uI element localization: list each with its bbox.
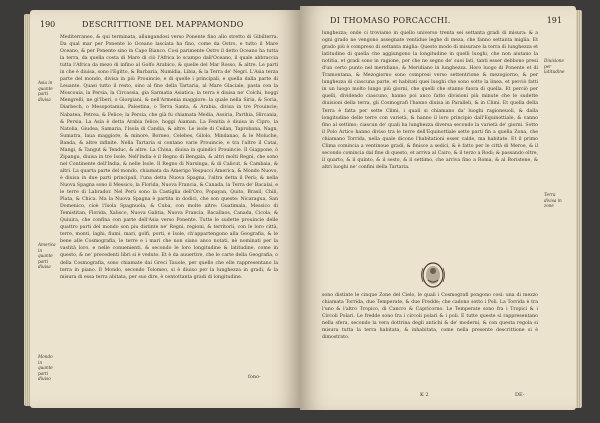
right-folio: 191	[546, 16, 562, 25]
right-margin-note-2: Terra divisa in zone	[544, 192, 562, 209]
left-body-paragraph: Mediterraneo, & qui terminata, allungandosi verso Ponente fino allo stretto di Gibilterra. Da qual mar per Ponente lo Oceano lasciata ha fino, come da Ostro, e tutto il Mare Oceano, & per Ponente sino in Capo Bianco. Cosi parimente Ostro il detto Oceano ha tutta la terra, da quella costa di Mare di ciò l'Africa lo scampo dall'Oceano, il quale abbraccia tutta l'Africa da mezo di infino al Golfo Arabico, & quelle del Mar Rosso, & altre. Le parti in che è diuisa, sono l'Egitto, & Barbaria, Numidia, Libia, & la Terra de' Negri. L'Asia terza parte del mondo, divisa in più Prouincie, e di quelle i principali, e quella dalla parte di Leuante. Quasi tutto il resto, sino al fine della Tartaria, al Mare Glaciale, pasta con la Moscouia, la Persia, la Circassia, gia Sarmatia Asiatica; la terra è diuisa ne' Colchi, hoggi Mengrelli, ne gl'Iberi, o Giorgiani, & nell'Armenia maggiore: la quale nella Siria, & Soria, Diarbech, o Mesopotamia, Palestina, o Terra Santa, & Arabia, divisa in tre Prouincie; Nabatea, Petrea, & Felice; la Persia, che già fu chiamata Media, Assiria, Parthia, Hircania, & Persia. La Asia è detta Arabia felice, hoggi Aiaman. La Fenitia è diuisa in Cipro, la Natolia, Giudea, Samaria, l'Isola di Candia, & altre. Le isole di Ceilan, Taprobana, Nagn, Sumatra, Iaua maggiore, & minore, Borneo, Celebes, Gilolo, Mindanao, & le Moluche, Banda, & altre infinite. Nella Tartaria si contano varie Prouincie, e tra l'altre il Catai, Mangi, & Tangut & Tenduc, & altre. La China, diuisa in quindici Prouincie. Il Giappone, ò Zipangu, diuisa in tre Isole. Nell'India è il Regno di Bengala, & altri molti Regni, che sono nel Continente dell'India, & nelle Isole. Il Regno di Narsinga, & di Calicut, & Cambaia, & altri. La quarta parte del mondo, chiamata da Amerigo Vespucci America, & Mondo Nuovo, è diuisa in due parti principali, l'una detta Nuova Spagna, l'altra detta il Perù; & nella Nuova Spagna sono il Messico, la Florida, Nuova Francia, & Canada, la Terra de' Bacalai, e le terre di Labrador. Nel Perù sono la Castiglia dell'Oro, Popayan, Quito, Brasil, Chili, Plata, & Chica. Ma la Nuova Spagna è partita in dodici, che son queste: Nicaragua, San Domenico, cioè l'Isola Spagnuola, & Cuba, con molte altre: Guatimala, Messico di Temistitan, Florida, Xalisco, Nuova Galitia, Nuova Francia, Bacallaos, Canada, Cicola, & Quiuira, che confina con parte dell'Asia verso Ponente. Tutte le sudette prouincie delle quattro parti del mondo son piu distinte ne' Regni, regioni, & territorii, con le loro città, terre, monti, laghi, fiumi, mari, golfi, porti, e Isole, ch'appartengono alla Geografia, & le bene alle Cosmografia, le terre e i mari che non siano anco notati, nè nominati per la vastità loro, e nelle conuenienti, & secondo le loro longitudine & latitudine, come in questo, & ne' precedenti libri si è veduto. Et è da auuertire, che le carte della Geografia, o della Cosmografia, sono chiamate dai Greci Tauole, per quello che elle rappresentano la terra in piano. Il Mondo, secondo Tolomeo, si è diuiso per la lunghezza in gradi, & la misura di essa terra abitata, per suo dire, è centottanta gradi di longitudine.	[60, 35, 278, 280]
signature-mark: K 2	[420, 392, 429, 398]
right-body-text	[322, 30, 538, 250]
left-body-text	[60, 34, 278, 374]
printer-device-ornament-icon	[418, 260, 448, 290]
left-margin-note-2: America in quante parti diuisa	[38, 242, 56, 270]
right-catchword: DE-	[515, 392, 525, 398]
left-catchword: fono-	[248, 374, 261, 380]
left-running-head: DESCRITTIONE DEL MAPPAMONDO	[82, 20, 244, 29]
right-body-text-lower	[322, 292, 538, 384]
right-body-paragraph-lower: sono distinte le cinque Zone del Cielo, le quali i Cosmografi pongono così: una di mezzo chiamata Torrida, due Temperate, & due Fredde; che cadono sotto i Poli. La Torrida è tra l'uno & l'altro Tropico, di Cancro & Capricorno. Le Temperate sono fra i Tropici & i Circoli Polari. Le fredde sono fra i circoli polari & i poli. E tutte queste si rappresentano nella sfera, secondo la vera dottrina degli antichi & de' moderni, & con questa regola si misura tutta la terra habitata, & inhabitata, come nella presente descrittione si è dimostrato.	[322, 293, 538, 341]
left-margin-note-3: Mondo in quante parti diuiso	[38, 354, 53, 382]
right-body-paragraph: lunghezza; onde ci troviamo in quello universo trenta sei settanta gradi di misura: & a ogni grado ne vengono assegnate ventidue leghe di meza, che fanno settanta miglia. Et grado più è compreso di settanta miglia: Questo modo di misurare la terra di lunghezza et latitudine di quella che aggiungono la longitudine in quelli luoghi, che non aiutano la notitia, et gradi sono in ragione, per che ne segno de' suoi lati, tanti esser debbono presi d'un certo punto nel meridiano, & Meridiano in lunghezza. Horo luogo di Ponente et di Tramontana, & Mezogiorno sono compresi verso settentrione & mezogiorno, & per lunghezza di ciascuna parte, et habitati quei luoghi che sono sotto la linea, et perciò fatti in un luogo molto lungo più giorni, che quelli che stanno fuora di quella. Et perciò per quelli, dividendo ciascuno, hanno poi anco fatto divisioni più minute che le sudette diuisioni della terra, gli Cosmografi l'hanno diuisa in Paralleli, & in Climi. Et quella della Terra è fatta per sette Climi, i quali si chiamano da' luoghi ragioneuoli, & dalla longitudine delle terre con varietà, & hanno il loro principio dall'Equinottiale, & vanno fino al settimo; ciascun de' quali ha lunghezza diversa secondo la varietà de' giorni. Sotto il Polo Artico hanno diviso tra le terre dell'Equinottiale sette parti fin a quella Zona, che chiamano Torrida, nella quale dicono l'habitationi esser calde, ma habitate. Et il primo Clima comincia a ventinoue gradi, & finisce a sedici, & è fatto per le città di Meroe, & il secondo comincia dal fine di questo, et arriva al Cairo, & il terzo a Rodi; & passando oltre, il quarto, & il quinto, & il sesto, & il settimo, che arriva fino a Roma, & al Boristene, & altri luoghi ne' confini della Tartaria.	[322, 31, 538, 170]
right-running-head: DI THOMASO PORCACCHI.	[330, 16, 451, 25]
left-margin-note-1: Asia in quante parti diuisa	[38, 80, 53, 102]
right-page	[300, 6, 576, 410]
left-folio: 190	[40, 20, 56, 29]
right-margin-note-1: Diuisione per latitudine	[544, 58, 565, 75]
left-page	[30, 10, 300, 408]
